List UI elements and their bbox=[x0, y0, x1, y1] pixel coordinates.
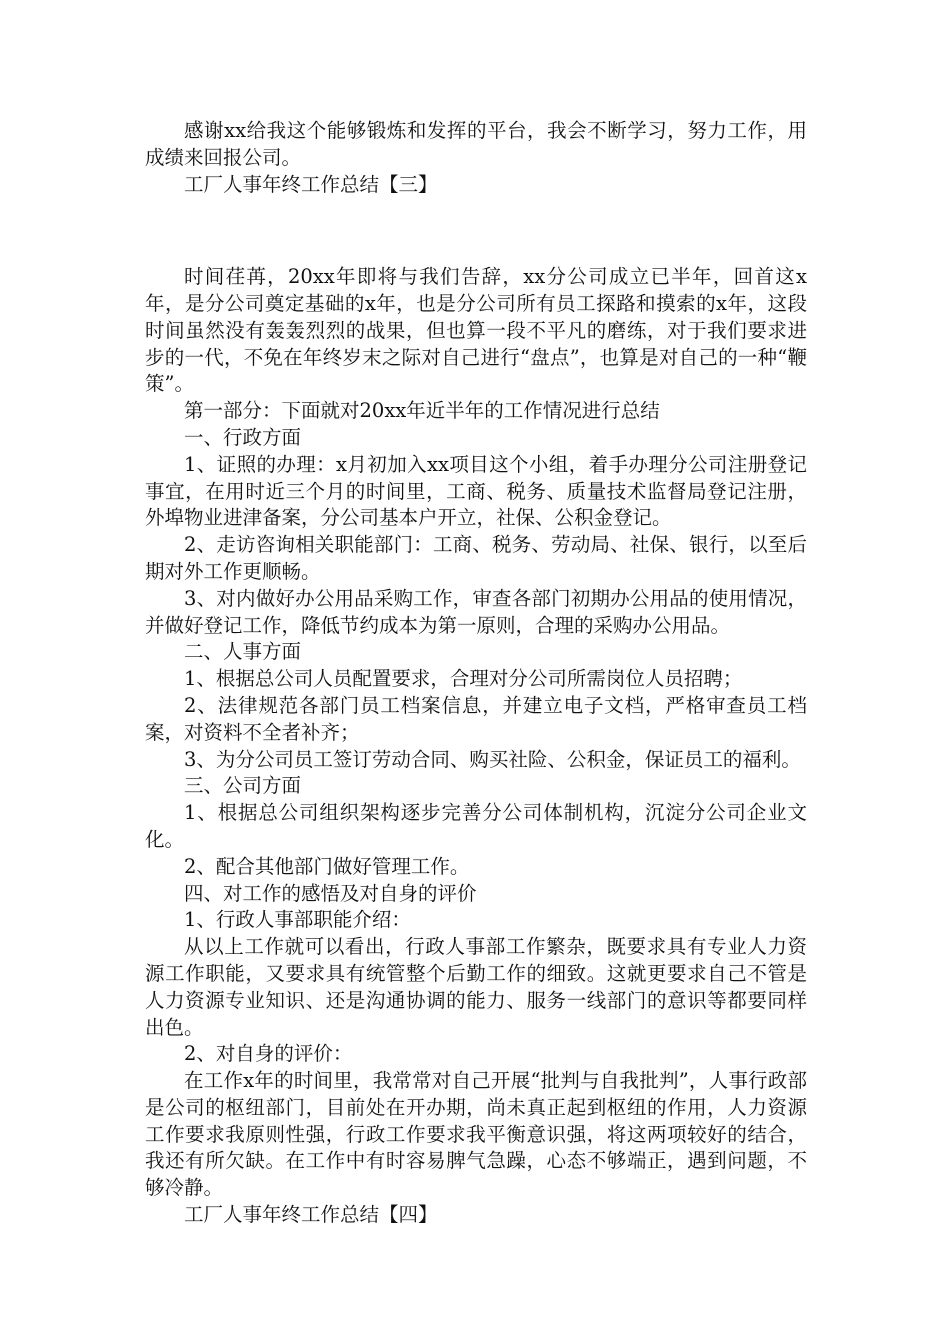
document-body bbox=[145, 118, 807, 1229]
section-heading: 工厂人事年终工作总结【三】 bbox=[184, 172, 438, 196]
section-heading: 2、对自身的评价： bbox=[184, 1042, 353, 1066]
section-heading: 三、公司方面 bbox=[184, 774, 302, 798]
section-heading: 二、人事方面 bbox=[184, 640, 302, 664]
body-paragraph: 从以上工作就可以看出，行政人事部工作繁杂，既要求具有专业人力资源工作职能，又要求具有统管整个后勤工作的细致。这就更要求自己不管是人力资源专业知识、还是沟通协调的能力、服务一线部门的意识等都要同样出色。 bbox=[145, 935, 807, 1039]
body-paragraph: 时间荏苒，20xx年即将与我们告辞，xx分公司成立已半年，回首这x年，是分公司奠定基础的x年，也是分公司所有员工探路和摸索的x年，这段时间虽然没有轰轰烈烈的战果，但也算一段不平凡的磨练，对于我们要求进步的一代，不免在年终岁末之际对自己进行“盘点”，也算是对自己的一种“鞭策”。 bbox=[145, 265, 807, 396]
body-paragraph: 2、法律规范各部门员工档案信息，并建立电子文档，严格审查员工档案，对资料不全者补齐； bbox=[145, 693, 807, 744]
body-paragraph: 在工作x年的时间里，我常常对自己开展“批判与自我批判”，人事行政部是公司的枢纽部门，目前处在开办期，尚未真正起到枢纽的作用，人力资源工作要求我原则性强，行政工作要求我平衡意识强，将这两项较好的结合，我还有所欠缺。在工作中有时容易脾气急躁，心态不够端正，遇到问题，不够冷静。 bbox=[145, 1069, 807, 1200]
section-heading: 1、行政人事部职能介绍： bbox=[184, 908, 411, 932]
body-paragraph: 1、根据总公司组织架构逐步完善分公司体制机构，沉淀分公司企业文化。 bbox=[145, 801, 807, 851]
body-paragraph: 3、对内做好办公用品采购工作，审查各部门初期办公用品的使用情况，并做好登记工作，降低节约成本为第一原则，合理的采购办公用品。 bbox=[145, 586, 807, 637]
body-paragraph: 3、为分公司员工签订劳动合同、购买社险、公积金，保证员工的福利。 bbox=[184, 747, 801, 771]
section-heading: 第一部分：下面就对20xx年近半年的工作情况进行总结 bbox=[184, 399, 660, 423]
section-heading: 四、对工作的感悟及对自身的评价 bbox=[184, 881, 477, 905]
section-heading: 工厂人事年终工作总结【四】 bbox=[184, 1203, 438, 1227]
body-paragraph: 1、证照的办理：x月初加入xx项目这个小组，着手办理分公司注册登记事宜，在用时近三个月的时间里，工商、税务、质量技术监督局登记注册，外埠物业进津备案，分公司基本户开立，社保、公积金登记。 bbox=[145, 452, 807, 530]
section-heading: 一、行政方面 bbox=[184, 425, 302, 449]
body-paragraph: 感谢xx给我这个能够锻炼和发挥的平台，我会不断学习，努力工作，用成绩来回报公司。 bbox=[145, 119, 807, 169]
body-paragraph: 1、根据总公司人员配置要求，合理对分公司所需岗位人员招聘； bbox=[184, 667, 743, 691]
blank-line bbox=[145, 218, 807, 245]
body-paragraph: 2、配合其他部门做好管理工作。 bbox=[184, 854, 470, 878]
body-paragraph: 2、走访咨询相关职能部门：工商、税务、劳动局、社保、银行，以至后期对外工作更顺畅。 bbox=[145, 533, 807, 583]
